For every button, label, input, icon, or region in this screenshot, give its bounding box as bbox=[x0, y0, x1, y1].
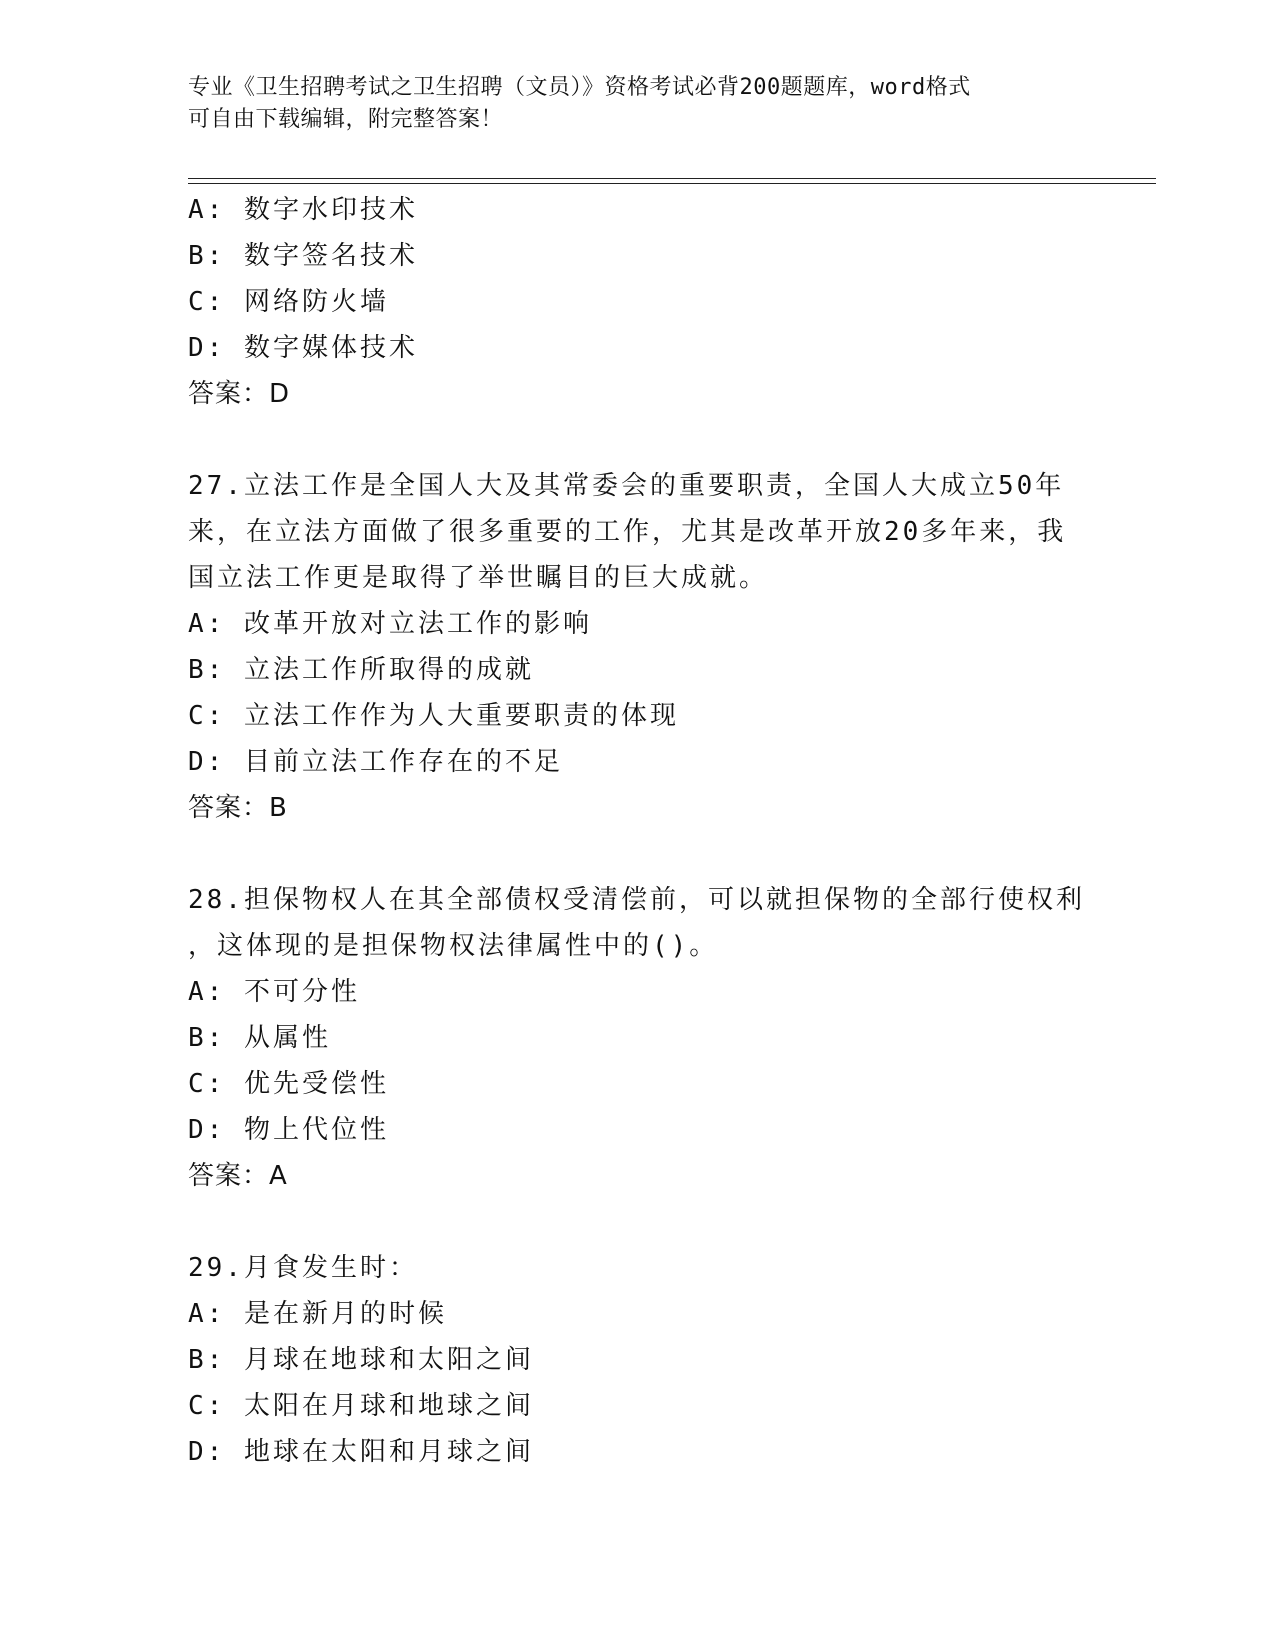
spacer bbox=[188, 831, 1088, 877]
spacer bbox=[188, 417, 1088, 463]
option-c: C: 优先受偿性 bbox=[188, 1069, 389, 1099]
header-title-line-1: 专业《卫生招聘考试之卫生招聘（文员）》资格考试必背200题题库，word格式 bbox=[188, 75, 971, 100]
option-d: D: 物上代位性 bbox=[188, 1115, 389, 1145]
option-b: B: 从属性 bbox=[188, 1023, 331, 1053]
question-stem-line: ，这体现的是担保物权法律属性中的()。 bbox=[188, 931, 719, 961]
option-a: A: 改革开放对立法工作的影响 bbox=[188, 609, 592, 639]
option-b: B: 立法工作所取得的成就 bbox=[188, 655, 534, 685]
option-d: D: 地球在太阳和月球之间 bbox=[188, 1437, 534, 1467]
question-stem-line: 28.担保物权人在其全部债权受清偿前，可以就担保物的全部行使权利 bbox=[188, 885, 1085, 915]
option-b: B: 数字签名技术 bbox=[188, 241, 418, 271]
option-c: C: 太阳在月球和地球之间 bbox=[188, 1391, 534, 1421]
question-list bbox=[188, 187, 1088, 1475]
header-divider-bottom bbox=[188, 183, 1156, 184]
option-b: B: 月球在地球和太阳之间 bbox=[188, 1345, 534, 1375]
document-header bbox=[188, 72, 1068, 136]
question-26-continued bbox=[188, 187, 1088, 417]
question-stem-line: 27.立法工作是全国人大及其常委会的重要职责，全国人大成立50年 bbox=[188, 471, 1065, 501]
answer-line: 答案：D bbox=[188, 379, 291, 409]
option-c: C: 网络防火墙 bbox=[188, 287, 389, 317]
option-c: C: 立法工作作为人大重要职责的体现 bbox=[188, 701, 679, 731]
question-28 bbox=[188, 877, 1088, 1199]
option-d: D: 数字媒体技术 bbox=[188, 333, 418, 363]
question-29 bbox=[188, 1245, 1088, 1475]
question-stem-line: 来，在立法方面做了很多重要的工作，尤其是改革开放20多年来，我 bbox=[188, 517, 1067, 547]
answer-line: 答案：B bbox=[188, 793, 288, 823]
option-a: A: 数字水印技术 bbox=[188, 195, 418, 225]
question-27 bbox=[188, 463, 1088, 831]
question-stem-line: 国立法工作更是取得了举世瞩目的巨大成就。 bbox=[188, 563, 769, 593]
option-d: D: 目前立法工作存在的不足 bbox=[188, 747, 563, 777]
answer-line: 答案：A bbox=[188, 1161, 288, 1191]
header-title-line-2: 可自由下载编辑，附完整答案！ bbox=[188, 107, 504, 132]
option-a: A: 不可分性 bbox=[188, 977, 360, 1007]
question-stem-line: 29.月食发生时： bbox=[188, 1253, 418, 1283]
header-divider-top bbox=[188, 178, 1156, 179]
spacer bbox=[188, 1199, 1088, 1245]
option-a: A: 是在新月的时候 bbox=[188, 1299, 447, 1329]
